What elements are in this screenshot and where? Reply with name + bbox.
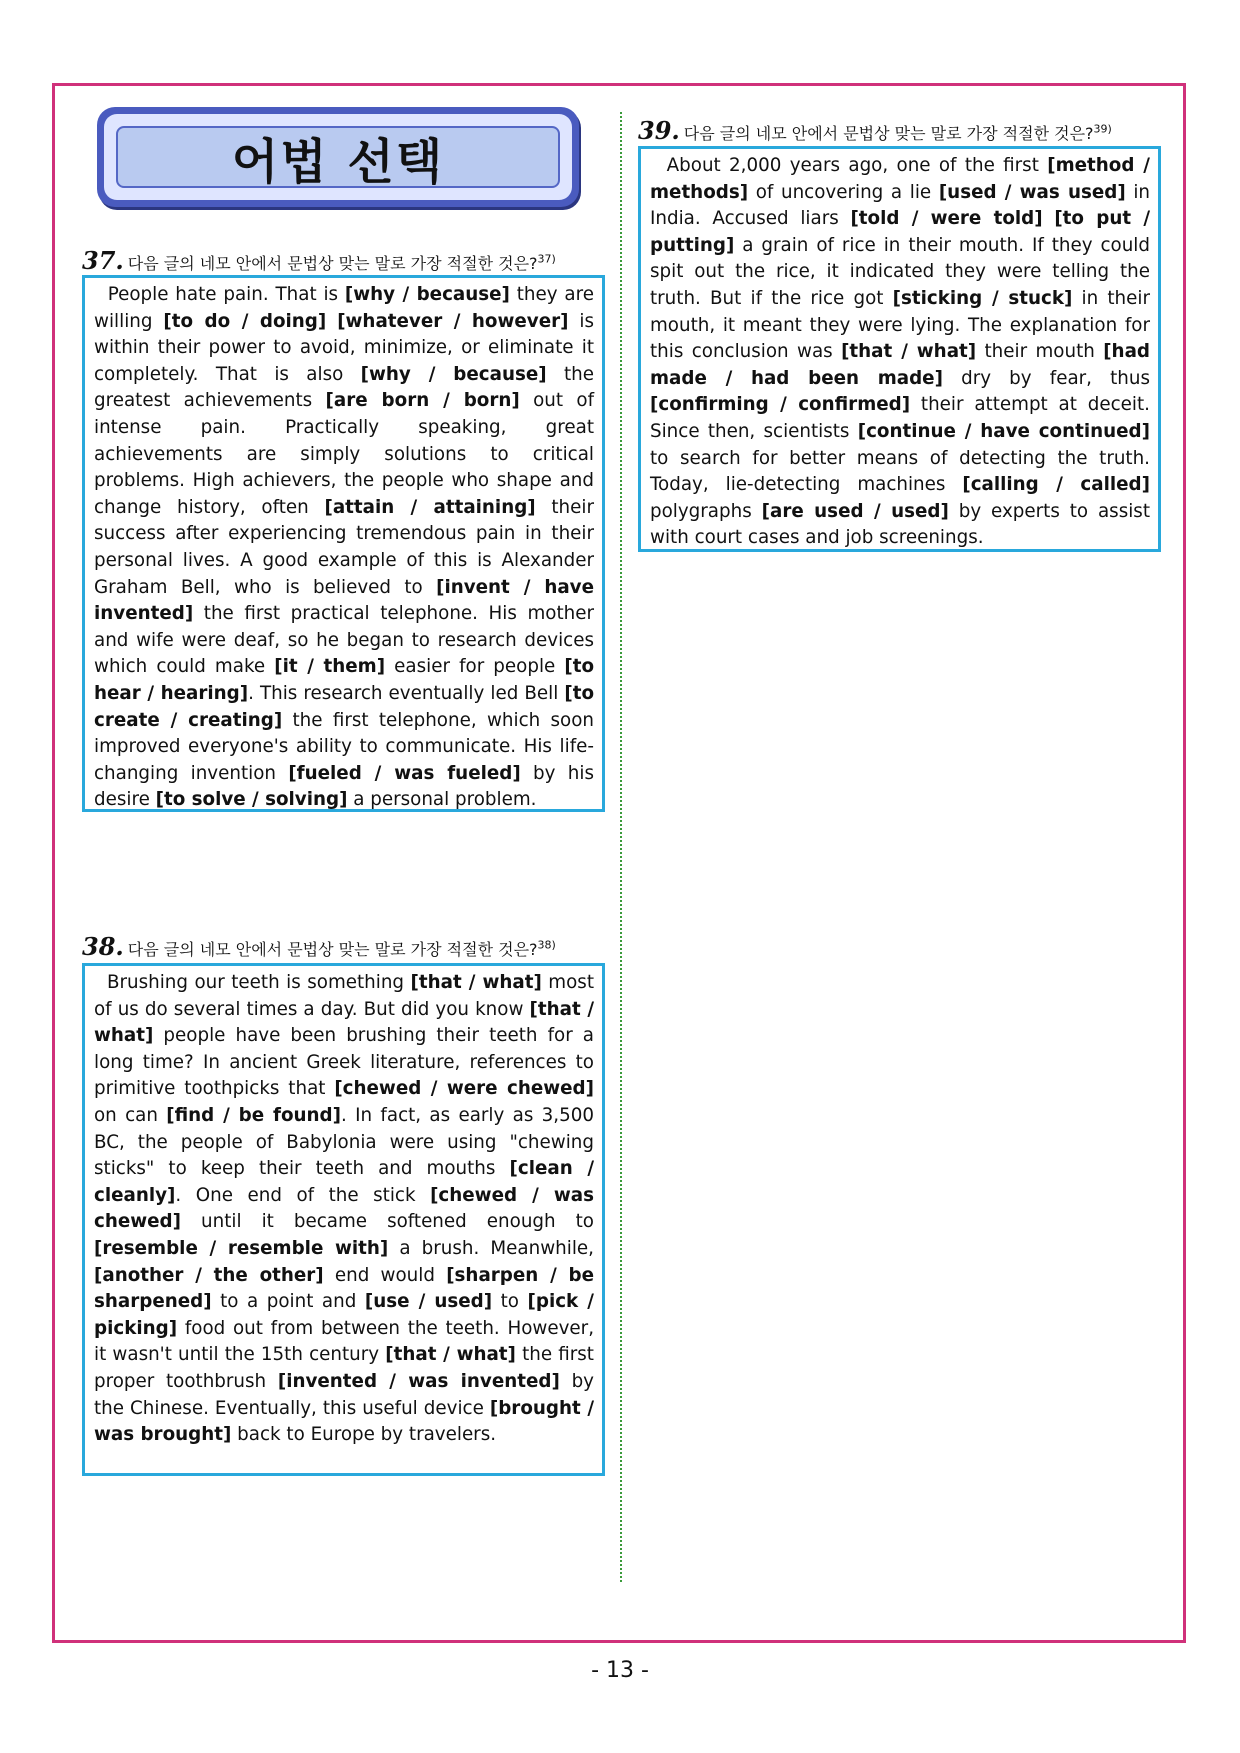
answer-choice: [calling / called] [962, 474, 1150, 496]
answer-choice: [told / were told] [850, 208, 1043, 230]
answer-choice: [had made / had been made] [650, 341, 1150, 389]
question-39-prompt: 다음 글의 네모 안에서 문법상 맞는 말로 가장 적절한 것은? [683, 124, 1094, 143]
question-39-number: 39. [638, 116, 680, 145]
answer-choice: [that / what] [410, 972, 542, 993]
answer-choice: [continue / have continued] [857, 420, 1150, 442]
question-39-passage: About 2,000 years ago, one of the first [method / methods] of uncovering a lie [used / was used] in India. Accused liars [told / were told] [to put / putting] a grain of rice in their mouth. If they could spit out the rice, it indicated they were telling the truth. But if the rice got [sticking / stuck] in their mouth, it meant they were lying. The explanation for this conclusion was [that / what] their mouth [had made / had been made] dry by fear, thus [confirming / confirmed] their attempt at deceit. Since then, scientists [continue / have continued] to search for better means of detecting the truth. Today, lie-detecting machines [calling / called] polygraphs [are used / used] by experts to assist with court cases and job screenings. [638, 146, 1161, 552]
answer-choice: [to put / putting] [650, 208, 1151, 256]
answer-choice: [to hear / hearing] [94, 656, 595, 704]
answer-choice: [another / the other] [94, 1264, 324, 1286]
question-38-heading [82, 932, 556, 961]
page-number: - 13 - [591, 1658, 649, 1683]
answer-choice: [use / used] [364, 1291, 493, 1313]
question-39-heading [638, 116, 1112, 145]
question-37-passage: People hate pain. That is [why / because] they are willing [to do / doing] [whatever / however] is within their power to avoid, minimize, or eliminate it completely. That is also [why / because] the greatest achievements [are born / born] out of intense pain. Practically speaking, great achievements are simply solutions to critical problems. High achievers, the people who shape and change history, often [attain / attaining] their success after experiencing tremendous pain in their personal lives. A good example of this is Alexander Graham Bell, who is believed to [invent / have invented] the first practical telephone. His mother and wife were deaf, so he began to research devices which could make [it / them] easier for people [to hear / hearing]. This research eventually led Bell [to create / creating] the first telephone, which soon improved everyone's ability to communicate. His life-changing invention [fueled / was fueled] by his desire [to solve / solving] a personal problem. [82, 275, 605, 812]
answer-choice: [brought / was brought] [94, 1397, 594, 1446]
answer-choice: [method / methods] [650, 155, 1150, 203]
question-37-number: 37. [82, 246, 124, 275]
answer-choice: [attain / attaining] [324, 496, 536, 518]
answer-choice: [find / be found] [166, 1104, 342, 1126]
question-39-footnote: 39) [1093, 122, 1112, 136]
question-38-number: 38. [82, 932, 124, 961]
section-title-inner [116, 126, 560, 188]
answer-choice: [used / was used] [938, 181, 1126, 203]
answer-choice: [invent / have invented] [94, 576, 594, 625]
question-37-prompt: 다음 글의 네모 안에서 문법상 맞는 말로 가장 적절한 것은? [127, 254, 538, 273]
answer-choice: [whatever / however] [337, 310, 569, 332]
answer-choice: [that / what] [94, 998, 595, 1047]
answer-choice: [are born / born] [325, 390, 520, 412]
question-37-footnote: 37) [537, 252, 556, 266]
answer-choice: [pick / picking] [94, 1291, 594, 1339]
question-37-heading [82, 246, 556, 275]
answer-choice: [to solve / solving] [155, 789, 348, 811]
answer-choice: [that / what] [841, 341, 977, 363]
answer-choice: [it / them] [274, 656, 386, 678]
answer-choice: [resemble / resemble with] [94, 1237, 389, 1259]
column-divider [620, 112, 622, 1582]
answer-choice: [chewed / was chewed] [94, 1184, 594, 1233]
answer-choice: [sticking / stuck] [892, 287, 1073, 309]
answer-choice: [are used / used] [761, 500, 949, 522]
question-38-prompt: 다음 글의 네모 안에서 문법상 맞는 말로 가장 적절한 것은? [127, 940, 538, 959]
question-38-footnote: 38) [537, 938, 556, 952]
answer-choice: [fueled / was fueled] [288, 762, 521, 784]
answer-choice: [invented / was invented] [277, 1370, 560, 1392]
question-38-passage: Brushing our teeth is something [that / what] most of us do several times a day. But did you know [that / what] people have been brushing their teeth for a long time? In ancient Greek literature, references to primitive toothpicks that [chewed / were chewed] on can [find / be found]. In fact, as early as 3,500 BC, the people of Babylonia were using "chewing sticks" to keep their teeth and mouths [clean / cleanly]. One end of the stick [chewed / was chewed] until it became softened enough to [resemble / resemble with] a brush. Meanwhile, [another / the other] end would [sharpen / be sharpened] to a point and [use / used] to [pick / picking] food out from between the teeth. However, it wasn't until the 15th century [that / what] the first proper toothbrush [invented / was invented] by the Chinese. Eventually, this useful device [brought / was brought] back to Europe by travelers. [82, 963, 605, 1476]
answer-choice: [to create / creating] [94, 682, 594, 731]
section-title-mid [104, 114, 572, 200]
answer-choice: [clean / cleanly] [94, 1158, 595, 1206]
answer-choice: [that / what] [385, 1344, 516, 1366]
answer-choice: [why / because] [360, 363, 547, 385]
section-title-banner [97, 107, 579, 207]
answer-choice: [sharpen / be sharpened] [94, 1264, 594, 1313]
answer-choice: [why / because] [344, 284, 510, 305]
answer-choice: [to do / doing] [163, 310, 327, 332]
section-title: 어법 선택 [231, 133, 445, 190]
answer-choice: [chewed / were chewed] [334, 1078, 594, 1100]
answer-choice: [confirming / confirmed] [650, 394, 911, 416]
